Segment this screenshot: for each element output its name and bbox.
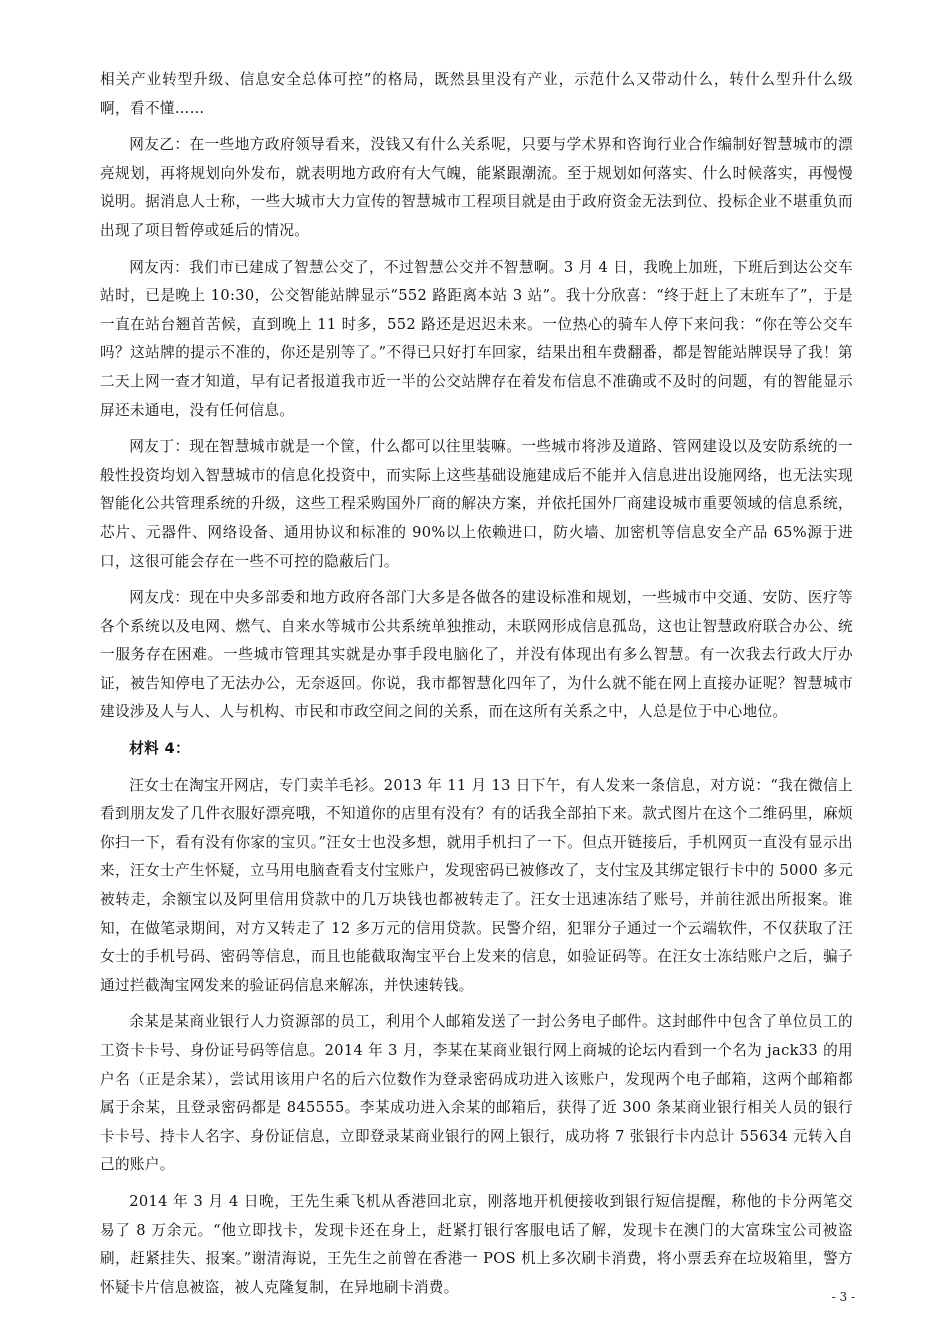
paragraph-netizen-b: 网友乙：在一些地方政府领导看来，没钱又有什么关系呢，只要与学术界和咨询行业合作编制好智慧城市的漂亮规划，再将规划向外发布，就表明地方政府有大气魄，能紧跟潮流。至于规划如何落实、什么时候落实，再慢慢说明。据消息人士称，一些大城市大力宣传的智慧城市工程项目就是由于政府资金无法到位、投标企业不堪重负而出现了项目暂停或延后的情况。 (100, 136, 853, 239)
paragraph-case-mr-wang: 2014 年 3 月 4 日晚，王先生乘飞机从香港回北京，刚落地开机便接收到银行短信提醒，称他的卡分两笔交易了 8 万余元。“他立即找卡，发现卡还在身上，赶紧打银行客服电话了解，发现卡在澳门的大富珠宝公司被盗刷，赶紧挂失、报案。”谢清海说，王先生之前曾在香港一 POS 机上多次刷卡消费，将小票丢弃在垃圾箱里，警方怀疑卡片信息被盗，被人克隆复制，在异地刷卡消费。 (100, 1192, 853, 1296)
paragraph-case-wang: 汪女士在淘宝开网店，专门卖羊毛衫。2013 年 11 月 13 日下午，有人发来一条信息，对方说：“我在微信上看到朋友发了几件衣服好漂亮哦，不知道你的店里有没有？有的话我全部拍下来。款式图片在这个二维码里，麻烦你扫一下，看有没有你家的宝贝。”汪女士也没多想，就用手机扫了一下。但点开链接后，手机网页一直没有显示出来，汪女士产生怀疑，立马用电脑查看支付宝账户，发现密码已被修改了，支付宝及其绑定银行卡中的 5000 多元被转走，余额宝以及阿里信用贷款中的几万块钱也都被转走了。汪女士迅速冻结了账号，并前往派出所报案。谁知，在做笔录期间，对方又转走了 12 多万元的信用贷款。民警介绍，犯罪分子通过一个云端软件，不仅获取了汪女士的手机号码、密码等信息，而且也能截取淘宝平台上发来的信息，如验证码等。在汪女士冻结账户之后，骗子通过拦截淘宝网发来的验证码信息来解冻，并快速转钱。 (100, 776, 853, 994)
paragraph-netizen-e: 网友戊：现在中央多部委和地方政府各部门大多是各做各的建设标准和规划，一些城市中交通、安防、医疗等各个系统以及电网、燃气、自来水等城市公共系统单独推动，未联网形成信息孤岛，这也让智慧政府联合办公、统一服务存在困难。一些城市管理其实就是办事手段电脑化了，并没有体现出有多么智慧。有一次我去行政大厅办证，被告知停电了无法办公，无奈返回。你说，我市都智慧化四年了，为什么就不能在网上直接办证呢？智慧城市建设涉及人与人、人与机构、市民和市政空间之间的关系，而在这所有关系之中，人总是位于中心地位。 (100, 589, 853, 721)
document-body (100, 66, 853, 1310)
section-heading-material-4: 材料 4： (129, 740, 190, 758)
paragraph-continued: 相关产业转型升级、信息安全总体可控”的格局，既然县里没有产业，示范什么又带动什么，转什么型升什么级啊，看不懂…… (100, 71, 853, 117)
page-number: - 3 - (831, 1290, 855, 1304)
paragraph-netizen-c: 网友丙：我们市已建成了智慧公交了，不过智慧公交并不智慧啊。3 月 4 日，我晚上加班，下班后到达公交车站时，已是晚上 10:30，公交智能站牌显示“552 路距离本站 3 站”。我十分欣喜：“终于赶上了末班车了”，于是一直在站台翘首苦候，直到晚上 11 时多，552 路还是迟迟未来。一位热心的骑车人停下来问我：“你在等公交车吗？这站牌的提示不准的，你还是别等了。”不得已只好打车回家，结果出租车费翻番，都是智能站牌误导了我！第二天上网一查才知道，早有记者报道我市近一半的公交站牌存在着发布信息不准确或不及时的问题，有的智能显示屏还未通电，没有任何信息。 (100, 258, 853, 419)
paragraph-netizen-d: 网友丁：现在智慧城市就是一个筐，什么都可以往里装嘛。一些城市将涉及道路、管网建设以及安防系统的一般性投资均划入智慧城市的信息化投资中，而实际上这些基础设施建成后不能并入信息进出设施网络，也无法实现智能化公共管理系统的升级，这些工程采购国外厂商的解决方案，并依托国外厂商建设城市重要领域的信息系统，芯片、元器件、网络设备、通用协议和标准的 90%以上依赖进口，防火墙、加密机等信息安全产品 65%源于进口，这很可能会存在一些不可控的隐蔽后门。 (100, 438, 853, 570)
paragraph-case-yu: 余某是某商业银行人力资源部的员工，利用个人邮箱发送了一封公务电子邮件。这封邮件中包含了单位员工的工资卡卡号、身份证号码等信息。2014 年 3 月，李某在某商业银行网上商城的论坛内看到一个名为 jack33 的用户名（正是余某），尝试用该用户名的后六位数作为登录密码成功进入该账户，发现两个电子邮箱，这两个邮箱都属于余某，且登录密码都是 845555。李某成功进入余某的邮箱后，获得了近 300 条某商业银行相关人员的银行卡卡号、持卡人名字、身份证信息，立即登录某商业银行的网上银行，成功将 7 张银行卡内总计 55634 元转入自己的账户。 (100, 1013, 853, 1174)
